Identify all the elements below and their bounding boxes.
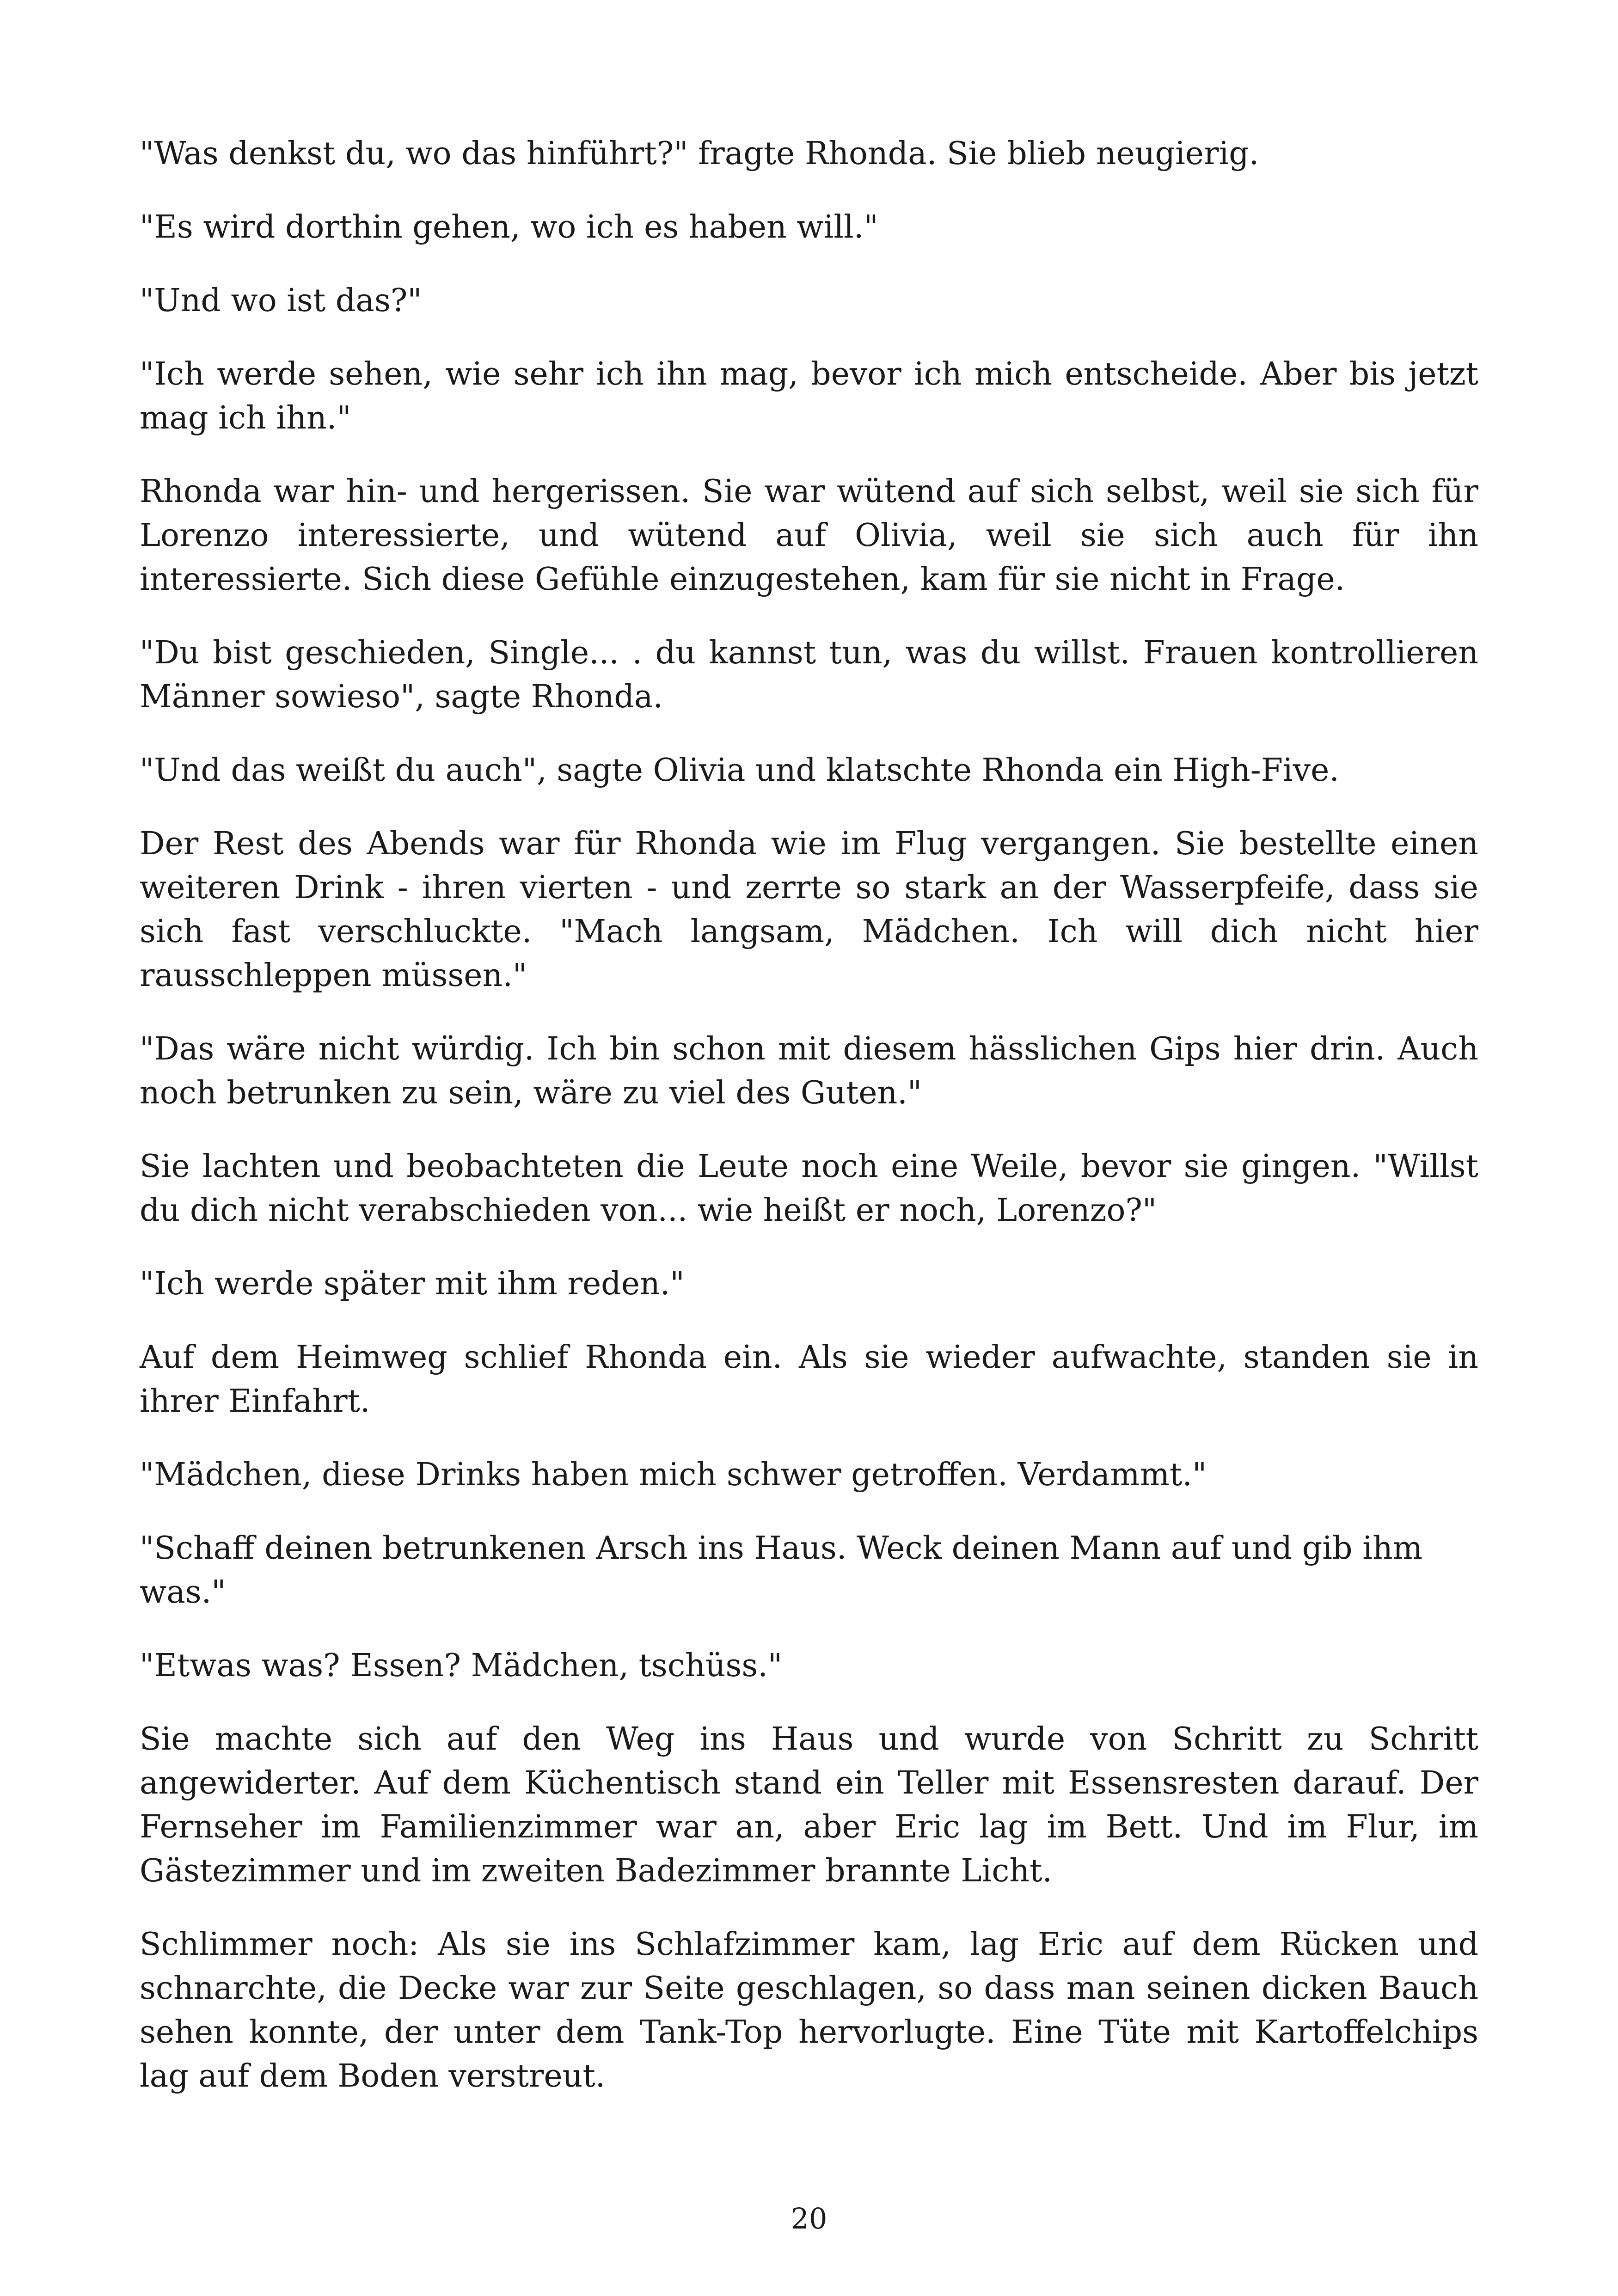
paragraph-4: "Ich werde sehen, wie sehr ich ihn mag, bevor ich mich entscheide. Aber bis jetzt mag ich ihn." xyxy=(140,356,1478,436)
paragraph-5: Rhonda war hin- und hergerissen. Sie war wütend auf sich selbst, weil sie sich für Lorenzo interessierte, und wütend auf Olivia, weil sie sich auch für ihn interessierte. Sich diese Gefühle einzugestehen, kam für sie nicht in Frage. xyxy=(140,473,1478,598)
paragraph-8: Der Rest des Abends war für Rhonda wie im Flug vergangen. Sie bestellte einen weiteren Drink - ihren vierten - und zerrte so stark an der Wasserpfeife, dass sie sich fast verschluckte. "Mach langsam, Mädchen. Ich will dich nicht hier rausschleppen müssen." xyxy=(140,826,1478,994)
paragraph-7: "Und das weißt du auch", sagte Olivia und klatschte Rhonda ein High-Five. xyxy=(140,752,1339,789)
paragraph-1: "Was denkst du, wo das hinführt?" fragte Rhonda. Sie blieb neugierig. xyxy=(140,135,1259,172)
paragraph-14: "Schaff deinen betrunkenen Arsch ins Haus. Weck deinen Mann auf und gib ihm was." xyxy=(140,1530,1423,1610)
paragraph-2: "Es wird dorthin gehen, wo ich es haben will." xyxy=(140,209,878,245)
paragraph-3: "Und wo ist das?" xyxy=(140,282,422,319)
body-text xyxy=(140,132,1478,2128)
paragraph-12: Auf dem Heimweg schlief Rhonda ein. Als sie wieder aufwachte, standen sie in ihrer Einfahrt. xyxy=(140,1339,1478,1420)
paragraph-9: "Das wäre nicht würdig. Ich bin schon mit diesem hässlichen Gips hier drin. Auch noch betrunken zu sein, wäre zu viel des Guten." xyxy=(140,1031,1478,1111)
paragraph-10: Sie lachten und beobachteten die Leute noch eine Weile, bevor sie gingen. "Willst du dich nicht verabschieden von... wie heißt er noch, Lorenzo?" xyxy=(140,1148,1478,1229)
paragraph-11: "Ich werde später mit ihm reden." xyxy=(140,1266,685,1302)
paragraph-17: Schlimmer noch: Als sie ins Schlafzimmer kam, lag Eric auf dem Rücken und schnarchte, die Decke war zur Seite geschlagen, so dass man seinen dicken Bauch sehen konnte, der unter dem Tank-Top hervorlugte. Eine Tüte mit Kartoffelchips lag auf dem Boden verstreut. xyxy=(140,1926,1478,2094)
page-number: 20 xyxy=(791,2202,827,2235)
paragraph-15: "Etwas was? Essen? Mädchen, tschüss." xyxy=(140,1647,783,1684)
paragraph-13: "Mädchen, diese Drinks haben mich schwer getroffen. Verdammt." xyxy=(140,1457,1207,1493)
paragraph-16: Sie machte sich auf den Weg ins Haus und wurde von Schritt zu Schritt angewiderter. Auf dem Küchentisch stand ein Teller mit Essensresten darauf. Der Fernseher im Familienzimmer war an, aber Eric lag im Bett. Und im Flur, im Gästezimmer und im zweiten Badezimmer brannte Licht. xyxy=(140,1721,1478,1889)
paragraph-6: "Du bist geschieden, Single... . du kannst tun, was du willst. Frauen kontrollieren Männer sowieso", sagte Rhonda. xyxy=(140,635,1478,715)
